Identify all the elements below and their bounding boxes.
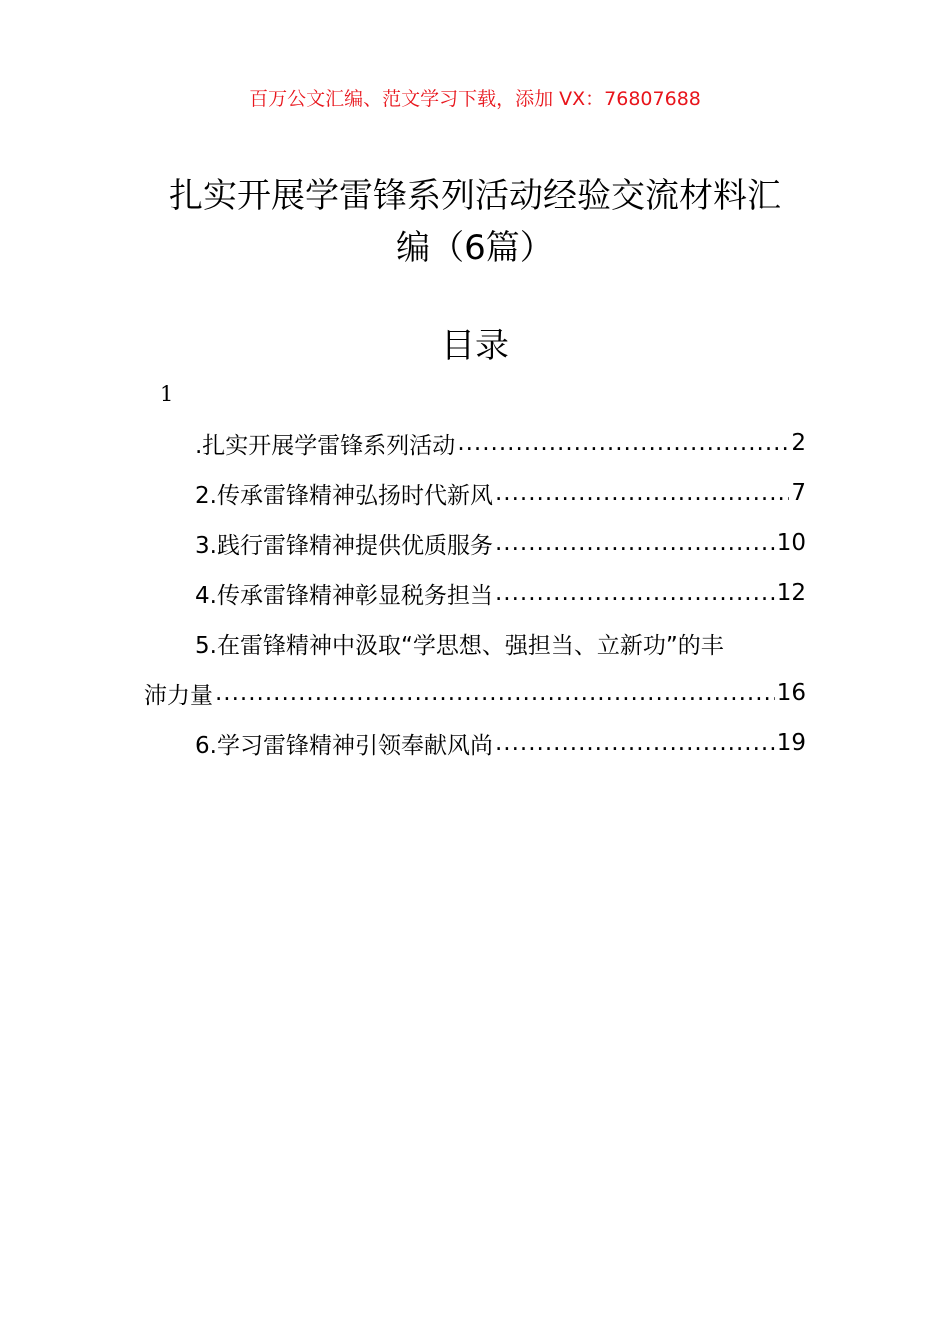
toc-entry-label: 6.学习雷锋精神引领奉献风尚 — [195, 732, 493, 759]
toc-entry-label: .扎实开展学雷锋系列活动 — [195, 432, 456, 459]
toc-leader-dots — [495, 580, 775, 606]
title-line-2: 编（6篇） — [396, 228, 554, 268]
toc-entry-page: 19 — [776, 730, 806, 756]
toc-entry-1[interactable] — [144, 418, 806, 468]
toc-entry-label: 5.在雷锋精神中汲取“学思想、强担当、立新功”的丰 — [195, 632, 724, 659]
toc-entry-4[interactable] — [144, 568, 806, 618]
stray-number: 1 — [160, 382, 174, 406]
toc-entry-page: 12 — [776, 580, 806, 606]
toc-leader-dots — [457, 430, 789, 456]
toc-entry-5-continued[interactable] — [144, 668, 806, 718]
toc-entry-page: 16 — [776, 680, 806, 706]
toc-leader-dots — [495, 530, 775, 556]
toc-leader-dots — [215, 680, 775, 706]
toc-entry-label: 3.践行雷锋精神提供优质服务 — [195, 532, 493, 559]
table-of-contents — [144, 418, 806, 768]
toc-entry-page: 2 — [791, 430, 806, 456]
toc-entry-page: 7 — [791, 480, 806, 506]
toc-entry-3[interactable] — [144, 518, 806, 568]
toc-entry-page: 10 — [776, 530, 806, 556]
title-line-1: 扎实开展学雷锋系列活动经验交流材料汇 — [169, 176, 781, 216]
header-note: 百万公文汇编、范文学习下载，添加 VX：76807688 — [249, 88, 701, 110]
toc-entry-2[interactable] — [144, 468, 806, 518]
toc-entry-label: 2.传承雷锋精神弘扬时代新风 — [195, 482, 493, 509]
toc-leader-dots — [495, 730, 775, 756]
toc-entry-label-continued: 沛力量 — [144, 682, 213, 709]
toc-entry-label: 4.传承雷锋精神彰显税务担当 — [195, 582, 493, 609]
toc-heading: 目录 — [441, 326, 509, 366]
toc-entry-6[interactable] — [144, 718, 806, 768]
document-title — [140, 170, 810, 274]
toc-entry-5[interactable] — [144, 618, 806, 668]
toc-leader-dots — [495, 480, 789, 506]
